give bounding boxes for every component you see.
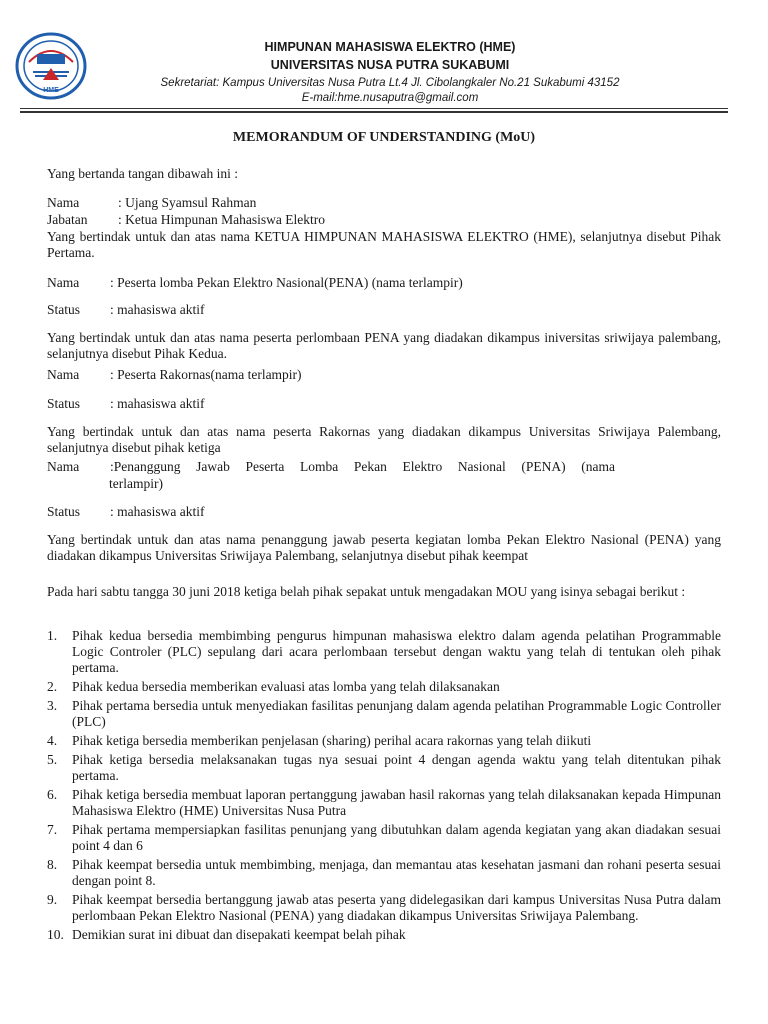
point-text: Pihak kedua bersedia membimbing pengurus himpunan mahasiswa elektro dalam agenda pelatihan Programmable Logic Controler (PLC) sepulang dari acara perlombaan tersebut dengan waktu yang telah di tentukan oleh pihak pertama. (72, 628, 721, 675)
point-text: Pihak pertama mempersiapkan fasilitas penunjang yang dibutuhkan dalam agenda kegiatan yang akan diadakan sesuai point 4 dan 6 (72, 822, 721, 853)
party3-name-value: : Peserta Rakornas(nama terlampir) (110, 367, 302, 382)
header-divider-thick (20, 111, 728, 113)
list-item (47, 679, 721, 695)
party2-status-label: Status (47, 302, 81, 317)
list-item (47, 752, 721, 784)
party1-name-value: : Ujang Syamsul Rahman (118, 195, 257, 210)
list-item (47, 822, 721, 854)
email-address: E-mail:hme.nusaputra@gmail.com (301, 92, 479, 104)
point-number: 3. (47, 698, 58, 713)
point-number: 10. (47, 927, 64, 942)
party3-status-label: Status (47, 396, 81, 411)
point-text: Pihak ketiga bersedia memberikan penjelasan (sharing) perihal acara rakornas yang telah diikuti (72, 733, 592, 748)
party2-status-row (47, 302, 721, 318)
list-item (47, 857, 721, 889)
hme-logo-icon (15, 32, 87, 100)
point-number: 2. (47, 679, 58, 694)
party4-status-label: Status (47, 504, 81, 519)
party4-name-row (47, 459, 721, 475)
point-text: Pihak pertama bersedia untuk menyediakan fasilitas penunjang dalam agenda pelatihan Programmable Logic Controller (PLC) (72, 698, 721, 729)
point-number: 9. (47, 892, 58, 907)
list-item (47, 892, 721, 924)
party2-status-value: : mahasiswa aktif (110, 302, 205, 317)
party1-statement: Yang bertindak untuk dan atas nama KETUA HIMPUNAN MAHASISWA ELEKTRO (HME), selanjutnya disebut Pihak Pertama. (47, 229, 721, 260)
point-text: Demikian surat ini dibuat dan disepakati keempat belah pihak (72, 927, 406, 942)
party1-name-label: Nama (47, 195, 80, 210)
party1-name-row (47, 195, 721, 211)
intro-text: Yang bertanda tangan dibawah ini : (47, 166, 238, 181)
party4-name-value-cont: terlampir) (109, 476, 163, 491)
party2-statement: Yang bertindak untuk dan atas nama peserta perlombaan PENA yang diadakan dikampus iniversitas sriwijaya palembang, selanjutnya disebut Pihak Kedua. (47, 330, 721, 361)
agreement-points-list (47, 628, 721, 946)
party4-status-value: : mahasiswa aktif (110, 504, 205, 519)
party1-position-row (47, 212, 721, 228)
point-number: 5. (47, 752, 58, 767)
point-text: Pihak ketiga bersedia melaksanakan tugas nya sesuai point 4 dengan agenda waktu yang telah ditentukan pihak pertama. (72, 752, 721, 783)
org-name: HIMPUNAN MAHASISWA ELEKTRO (HME) (264, 40, 516, 54)
party3-name-row (47, 367, 721, 383)
point-text: Pihak keempat bersedia bertanggung jawab atas peserta yang didelegasikan dari kampus Universitas Nusa Putra dalam perlombaan Pekan Elektro Nasional (PENA) yang diadakan dikampus Universitas Sriwijaya Palembang. (72, 892, 721, 923)
party4-status-row (47, 504, 721, 520)
point-text: Pihak keempat bersedia untuk membimbing, menjaga, dan memantau atas kesehatan jasmani dan rohani peserta sesuai dengan point 8. (72, 857, 721, 888)
list-item (47, 787, 721, 819)
point-text: Pihak ketiga bersedia membuat laporan pertanggung jawaban hasil rakornas yang telah dilaksanakan kepada Himpunan Mahasiswa Elektro (HME) Universitas Nusa Putra (72, 787, 721, 818)
party4-name-cont-row (47, 476, 721, 492)
list-item (47, 733, 721, 749)
point-number: 6. (47, 787, 58, 802)
party2-name-label: Nama (47, 275, 80, 290)
party3-status-row (47, 396, 721, 412)
party2-name-value: : Peserta lomba Pekan Elektro Nasional(PENA) (nama terlampir) (110, 275, 463, 290)
point-number: 1. (47, 628, 58, 643)
list-item (47, 698, 721, 730)
document-title: MEMORANDUM OF UNDERSTANDING (MoU) (232, 130, 536, 145)
party4-name-label: Nama (47, 459, 80, 474)
list-item (47, 927, 721, 943)
party3-statement: Yang bertindak untuk dan atas nama peserta Rakornas yang diadakan dikampus Universitas Sriwijaya Palembang, selanjutnya disebut pihak ketiga (47, 424, 721, 455)
university-name: UNIVERSITAS NUSA PUTRA SUKABUMI (270, 58, 510, 72)
party3-name-label: Nama (47, 367, 80, 382)
point-number: 8. (47, 857, 58, 872)
party1-position-label: Jabatan (47, 212, 88, 227)
party2-name-row (47, 275, 721, 291)
agreement-intro: Pada hari sabtu tangga 30 juni 2018 ketiga belah pihak sepakat untuk mengadakan MOU yang isinya sebagai berikut : (47, 584, 686, 599)
party4-statement: Yang bertindak untuk dan atas nama penanggung jawab peserta kegiatan lomba Pekan Elektro Nasional (PENA) yang diadakan dikampus Universitas Sriwijaya Palembang, selanjutnya disebut pihak keempat (47, 532, 721, 563)
point-number: 7. (47, 822, 58, 837)
list-item (47, 628, 721, 676)
party1-position-value: : Ketua Himpunan Mahasiswa Elektro (118, 212, 325, 227)
header-divider (20, 108, 728, 109)
party4-name-value: :Penanggung Jawab Peserta Lomba Pekan Elektro Nasional (PENA) (nama (110, 459, 615, 474)
point-text: Pihak kedua bersedia memberikan evaluasi atas lomba yang telah dilaksanakan (72, 679, 500, 694)
secretariat-address: Sekretariat: Kampus Universitas Nusa Putra Lt.4 Jl. Cibolangkaler No.21 Sukabumi 43152 (160, 77, 620, 89)
point-number: 4. (47, 733, 58, 748)
logo-text: HME (43, 87, 59, 94)
party3-status-value: : mahasiswa aktif (110, 396, 205, 411)
